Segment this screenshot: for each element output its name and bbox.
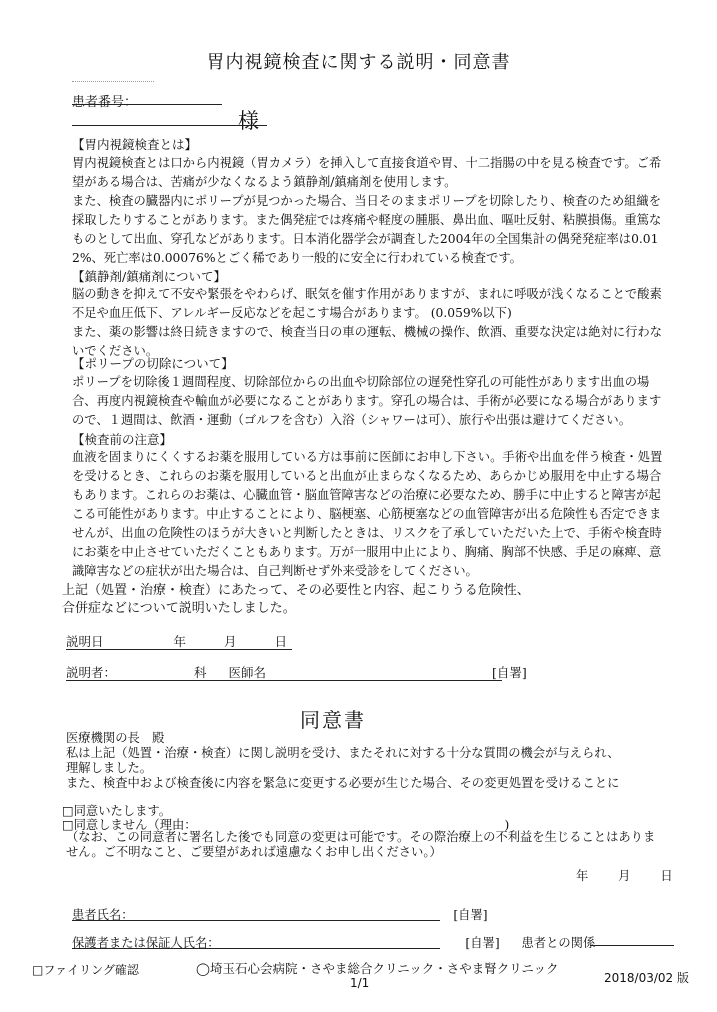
consent-day-label: 日 (660, 869, 673, 883)
patient-signature-mark: [自署] (453, 908, 488, 922)
doctor-name-label: 医師名 (228, 665, 266, 680)
patient-honorific: 様 (238, 109, 259, 133)
filing-check-checkbox[interactable]: □ファイリング確認 (32, 963, 139, 977)
document-title: 胃内視鏡検査に関する説明・同意書 (206, 52, 511, 73)
explanation-date-label: 説明日 (66, 634, 104, 649)
consent-month-label: 月 (618, 869, 631, 883)
explainer-row (66, 663, 527, 681)
patient-number-label: 患者番号： (72, 95, 138, 110)
disagree-label: □同意しません（理由： (62, 818, 197, 832)
guardian-name-label: 保護者または保証人氏名： (72, 936, 220, 950)
agree-checkbox-option[interactable]: □同意いたします。 (62, 804, 172, 818)
guardian-signature-underline (72, 948, 440, 949)
department-label: 科 (193, 665, 207, 680)
section-heading-precautions: 【検査前の注意】 (72, 432, 173, 447)
consent-statement: 私は上記（処置・治療・検査）に関し説明を受け、またそれに対する十分な質問の機会が与えられ、 理解しました。 また、検査中および検査後に内容を緊急に変更する必要が生じた場合、その変更処置を受けることに (66, 746, 620, 790)
explanation-month-label: 月 (223, 634, 237, 649)
patient-number-underline (72, 104, 222, 105)
relationship-underline (590, 945, 674, 946)
explainer-label: 説明者： (66, 665, 117, 680)
explainer-signature-mark: [自署] (491, 665, 527, 680)
disagree-close-paren: ) (504, 818, 510, 832)
consent-year-label: 年 (576, 869, 589, 883)
explanation-date-row (66, 632, 287, 650)
document-version: 2018/03/02 版 (604, 971, 689, 985)
section-body-sedation: 脳の動きを抑えて不安や緊張をやわらげ、眠気を催す作用がありますが、まれに呼吸が浅くなることで酸素不足や血圧低下、アレルギー反応などを起こす場合があります。 (0.059%以下) また、薬の影響は終日続きますので、検査当日の車の運転、機械の操作、飲酒、重要な決定は絶対に行わないでください。 (72, 287, 663, 358)
guardian-signature-mark: [自署] (465, 936, 500, 950)
patient-name-label: 患者氏名： (72, 908, 134, 922)
section-heading-polyp: 【ポリープの切除について】 (72, 356, 234, 371)
patient-name-underline (72, 125, 267, 126)
consent-title: 同意書 (300, 708, 366, 732)
relationship-label: 患者との関係 (521, 936, 596, 950)
explainer-underline (66, 680, 502, 681)
consent-note: （なお、この同意者に署名した後でも同意の変更は可能です。その際治療上の不利益を生じることはありません。ご不明なこと、ご要望があれば遠慮なくお申し出ください。） (66, 830, 656, 859)
explanation-date-underline (66, 649, 292, 650)
explanation-day-label: 日 (274, 634, 287, 649)
page-number: 1/1 (350, 976, 370, 990)
section-heading-endoscopy: 【胃内視鏡検査とは】 (72, 137, 198, 152)
title-dotted-rule (72, 81, 154, 82)
patient-signature-underline (72, 920, 440, 921)
section-body-endoscopy: 胃内視鏡検査とは口から内視鏡（胃カメラ）を挿入して直接食道や胃、十二指腸の中を見る検査です。ご希望がある場合は、苦痛が少なくなるよう鎮静剤/鎮痛剤を使用します。 また、検査の臓器内にポリープが見つかった場合、当日そのままポリープを切除したり、検査のため組織を採取したりすることがあります。また偶発症では疼痛や軽度の腫脹、鼻出血、嘔吐反射、粘膜損傷。重篤なものとして出血、穿孔などがあります。日本消化器学会が調査した2004年の全国集計の偶発発症率は0.012%、死亡率は0.00076%とごく稀であり一般的に安全に行われている検査です。 (72, 156, 662, 265)
hospital-name: ◯埼玉石心会病院・さやま総合クリニック・さやま腎クリニック (196, 961, 559, 976)
section-heading-sedation: 【鎮静剤/鎮痛剤について】 (72, 269, 226, 284)
section-body-polyp: ポリープを切除後１週間程度、切除部位からの出血や切除部位の遅発性穿孔の可能性があります出血の場合、再度内視鏡検査や輸血が必要になることがあります。穿孔の場合は、手術が必要になる場合がありますので、１週間は、飲酒・運動（ゴルフを含む）入浴（シャワーは可）、旅行や出張は避けてください。 (72, 375, 662, 427)
explanation-summary: 上記（処置・治療・検査）にあたって、その必要性と内容、起こりうる危険性、 合併症などについて説明いたしました。 (62, 583, 530, 616)
consent-addressee: 医療機関の長 殿 (66, 731, 165, 745)
explanation-year-label: 年 (173, 634, 186, 649)
section-body-precautions: 血液を固まりにくくするお薬を服用している方は事前に医師にお申し下さい。手術や出血を伴う検査・処置を受けるとき、これらのお薬を服用していると出血が止まらなくなるため、あらかじめ服用を中止する場合もあります。これらのお薬は、心臓血管・脳血管障害などの治療に必要なため、勝手に中止すると障害が起こる可能性があります。中止することにより、脳梗塞、心筋梗塞などの血管障害が出る危険性も否定できませんが、出血の危険性のほうが大きいと判断したときは、リスクを了承していただいた上で、手術や検査時にお薬を中止させていただくこともあります。万が一服用中止により、胸痛、胸部不快感、手足の麻痺、意識障害などの症状が出た場合は、自己判断せず外来受診をしてください。 (72, 450, 663, 578)
consent-date-row (576, 866, 673, 884)
